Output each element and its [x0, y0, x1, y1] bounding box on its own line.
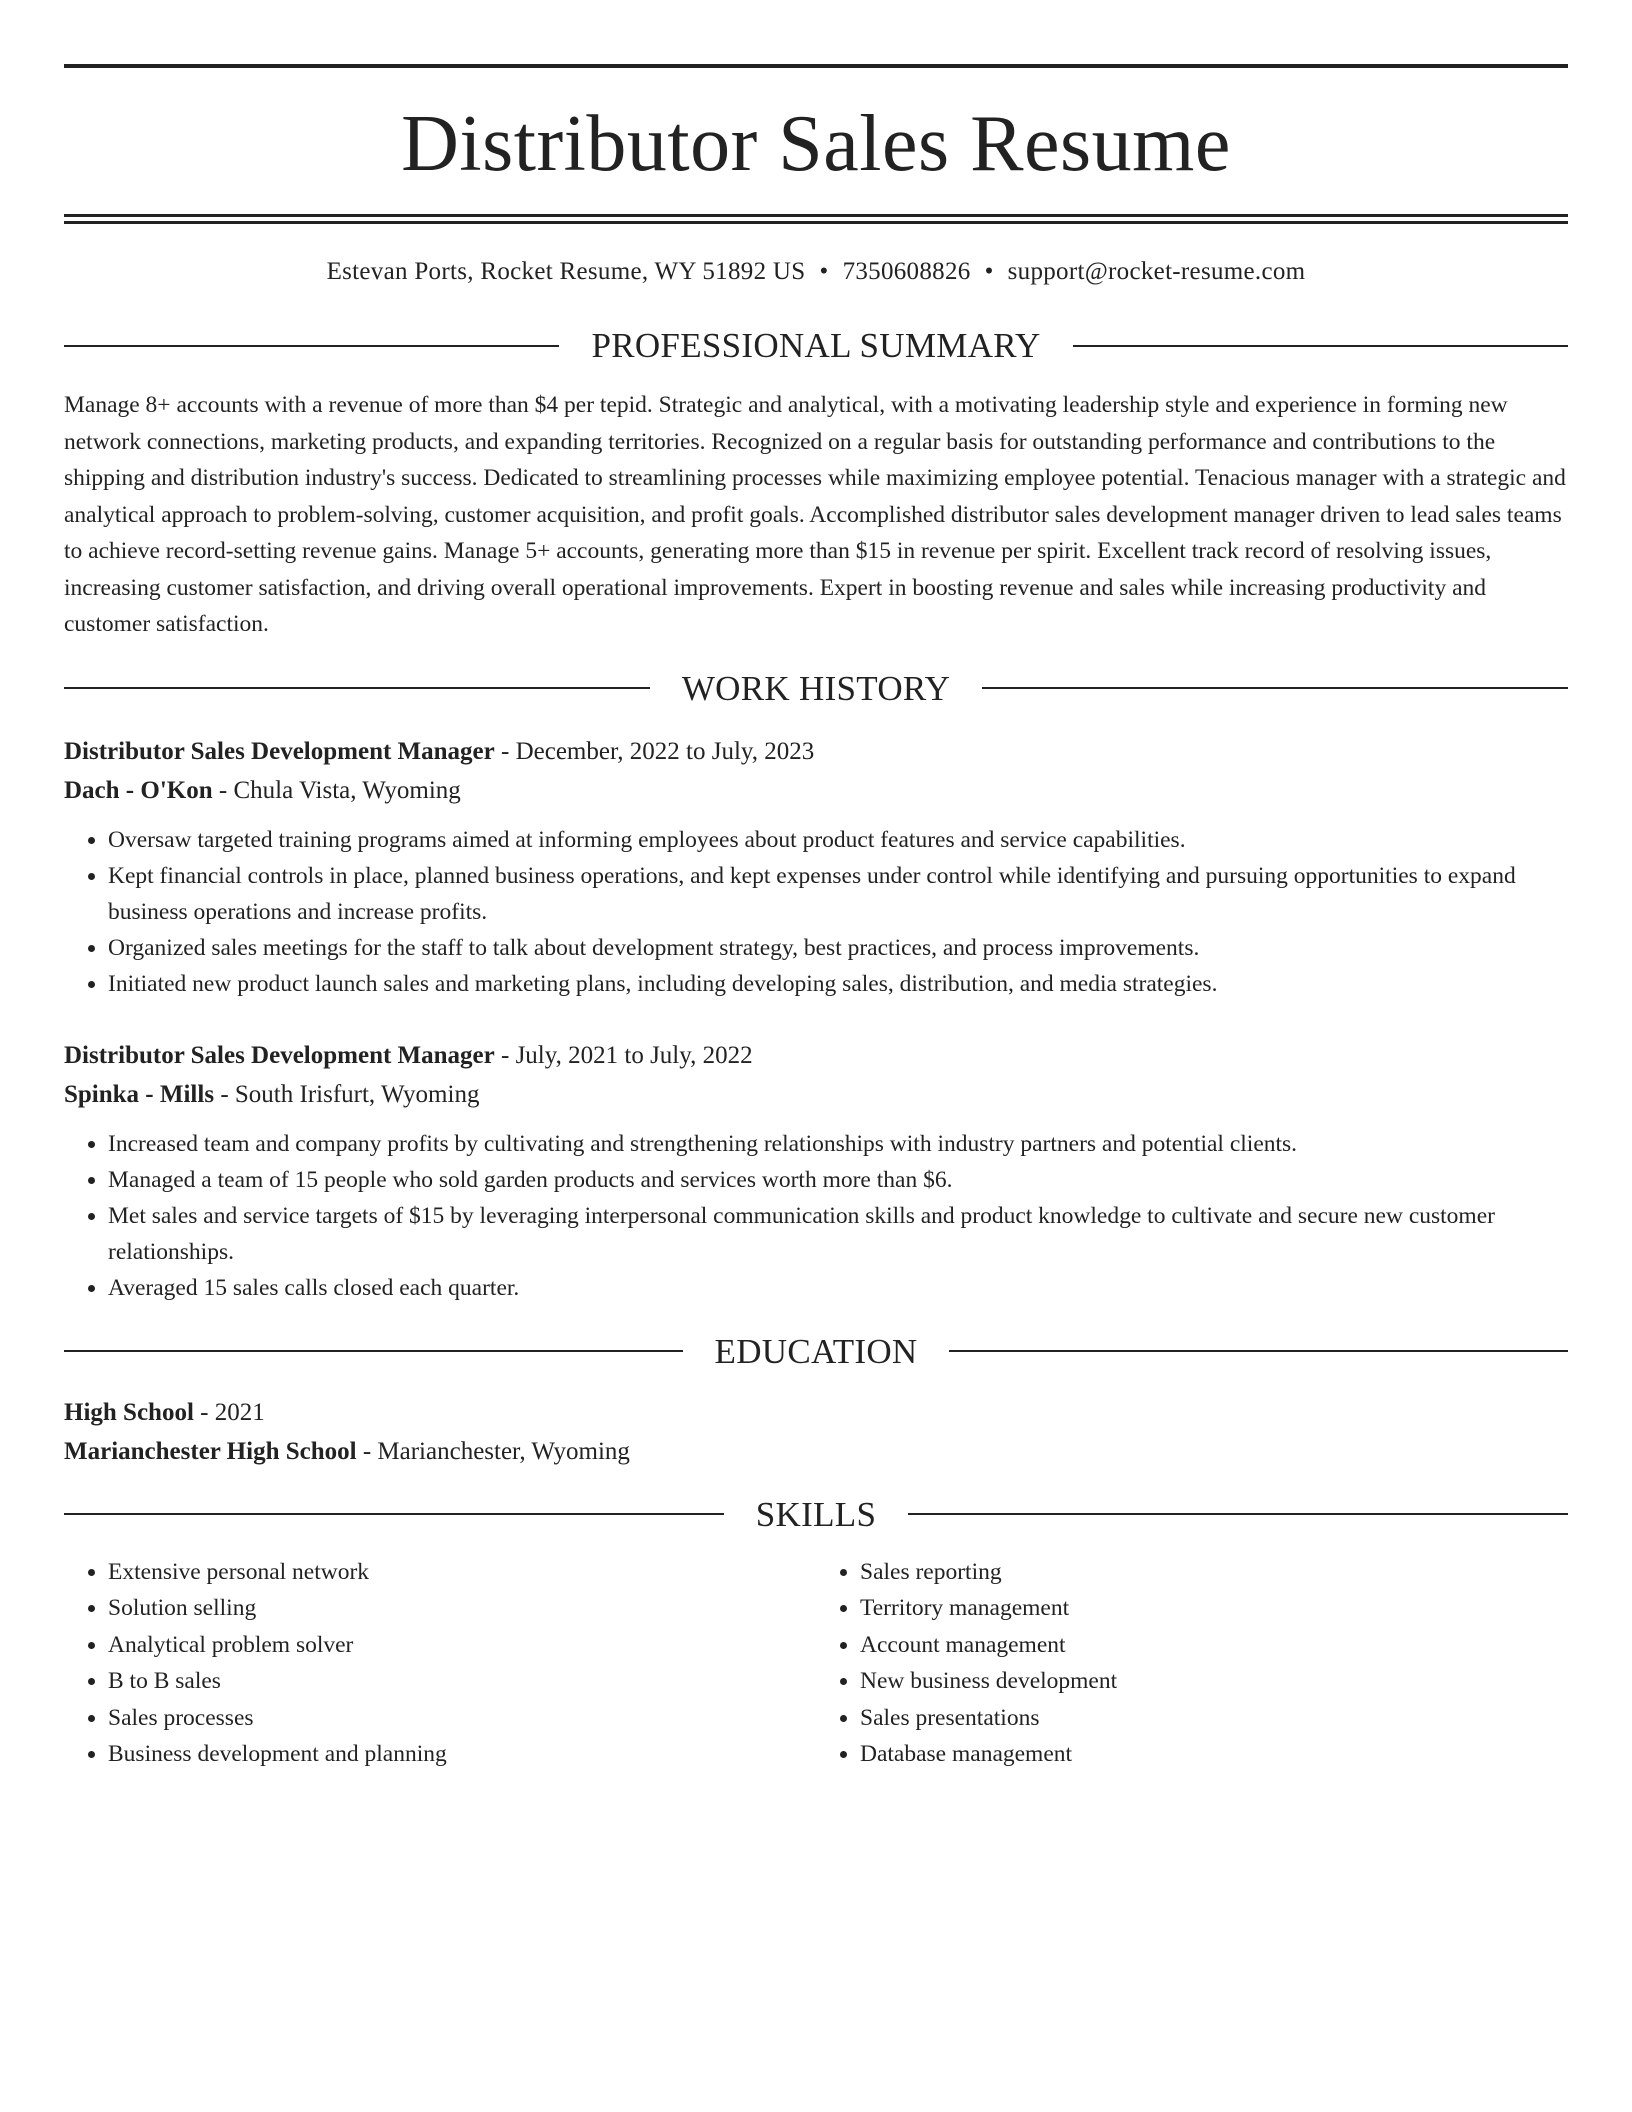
skill-item: • New business development [860, 1663, 1568, 1700]
contact-separator: • [984, 258, 994, 285]
skill-item: • Sales processes [108, 1700, 816, 1737]
education-location: Marianchester, Wyoming [377, 1437, 630, 1465]
education-school: Marianchester High School [64, 1437, 357, 1465]
contact-separator: • [819, 258, 829, 285]
skill-item: • B to B sales [108, 1663, 816, 1700]
job-dates: July, 2021 to July, 2022 [515, 1041, 753, 1069]
heading-rule [982, 687, 1568, 689]
skills-list [64, 1554, 1568, 1773]
job-bullet: • Averaged 15 sales calls closed each quarter. [108, 1270, 1568, 1306]
education-school-line: Marianchester High School - Marianchester, Wyoming [64, 1437, 630, 1465]
heading-rule [908, 1513, 1568, 1515]
education-year: 2021 [214, 1398, 265, 1426]
education-degree-line: High School - 2021 [64, 1398, 265, 1426]
job-dates: December, 2022 to July, 2023 [515, 737, 815, 765]
skill-item: • Business development and planning [108, 1736, 816, 1773]
skills-heading-label: SKILLS [755, 1494, 877, 1534]
skill-item: • Analytical problem solver [108, 1627, 816, 1664]
job-bullet: • Oversaw targeted training programs aimed at informing employees about product features and service capabilities. [108, 822, 1568, 858]
title-double-rule [64, 214, 1568, 224]
heading-rule [64, 1513, 724, 1515]
skills-column-left [64, 1554, 816, 1773]
heading-rule [949, 1350, 1568, 1352]
work-heading-label: WORK HISTORY [681, 668, 951, 708]
skills-column-right [816, 1554, 1568, 1773]
skill-item: • Extensive personal network [108, 1554, 816, 1591]
job-bullet: • Managed a team of 15 people who sold garden products and services worth more than $6. [108, 1162, 1568, 1198]
job-title-line: Distributor Sales Development Manager - July, 2021 to July, 2022 [64, 1041, 753, 1069]
heading-rule [64, 1350, 683, 1352]
work-heading [64, 668, 1568, 708]
skill-item: • Sales reporting [860, 1554, 1568, 1591]
top-rule [64, 64, 1568, 68]
heading-rule [1073, 345, 1568, 347]
job-company: Dach - O'Kon [64, 776, 213, 804]
skill-item: • Territory management [860, 1590, 1568, 1627]
summary-text: Manage 8+ accounts with a revenue of more than $4 per tepid. Strategic and analytical, with a motivating leadership style and experience in forming new network connections, marketing products, and expanding territories. Recognized on a regular basis for outstanding performance and contributions to the shipping and distribution industry's success. Dedicated to streamlining processes while maximizing employee potential. Tenacious manager with a strategic and analytical approach to problem-solving, customer acquisition, and profit goals. Accomplished distributor sales development manager driven to lead sales teams to achieve record-setting revenue gains. Manage 5+ accounts, generating more than $15 in revenue per spirit. Excellent track record of resolving issues, increasing customer satisfaction, and driving overall operational improvements. Expert in boosting revenue and sales while increasing productivity and customer satisfaction. [64, 392, 1566, 637]
summary-heading [64, 328, 1568, 363]
contact-phone: 7350608826 [842, 258, 971, 285]
job-location: South Irisfurt, Wyoming [234, 1080, 480, 1108]
job-bullets [64, 1126, 1568, 1306]
job-title: Distributor Sales Development Manager [64, 1041, 495, 1069]
heading-rule [64, 687, 650, 689]
education-heading-label: EDUCATION [714, 1331, 918, 1371]
job-title-line: Distributor Sales Development Manager - December, 2022 to July, 2023 [64, 737, 815, 765]
education-degree: High School [64, 1398, 194, 1426]
heading-rule [64, 345, 559, 347]
summary-heading-label: PROFESSIONAL SUMMARY [591, 326, 1041, 365]
education-heading [64, 1331, 1568, 1371]
skill-item: • Sales presentations [860, 1700, 1568, 1737]
job-title: Distributor Sales Development Manager [64, 737, 495, 765]
education-entry [64, 1393, 1568, 1471]
contact-email: support@rocket-resume.com [1007, 258, 1306, 285]
skill-item: • Database management [860, 1736, 1568, 1773]
job-location: Chula Vista, Wyoming [233, 776, 461, 804]
job-company-line: Spinka - Mills - South Irisfurt, Wyoming [64, 1080, 480, 1108]
contact-address: Estevan Ports, Rocket Resume, WY 51892 US [326, 258, 806, 285]
job-bullets [64, 822, 1568, 1002]
job-bullet: • Kept financial controls in place, planned business operations, and kept expenses under control while identifying and pursuing opportunities to expand business operations and increase profits. [108, 858, 1568, 930]
job-bullet: • Organized sales meetings for the staff to talk about development strategy, best practices, and process improvements. [108, 930, 1568, 966]
contact-line [64, 258, 1568, 286]
job-bullet: • Initiated new product launch sales and marketing plans, including developing sales, distribution, and media strategies. [108, 966, 1568, 1002]
job-bullet: • Increased team and company profits by cultivating and strengthening relationships with industry partners and potential clients. [108, 1126, 1568, 1162]
job-entry [64, 1036, 1568, 1306]
job-entry [64, 732, 1568, 1002]
skills-heading [64, 1494, 1568, 1534]
job-company: Spinka - Mills [64, 1080, 215, 1108]
job-bullet: • Met sales and service targets of $15 by leveraging interpersonal communication skills and product knowledge to cultivate and secure new customer relationships. [108, 1198, 1568, 1270]
page-title: Distributor Sales Resume [401, 100, 1231, 188]
skill-item: • Solution selling [108, 1590, 816, 1627]
job-company-line: Dach - O'Kon - Chula Vista, Wyoming [64, 776, 461, 804]
skill-item: • Account management [860, 1627, 1568, 1664]
